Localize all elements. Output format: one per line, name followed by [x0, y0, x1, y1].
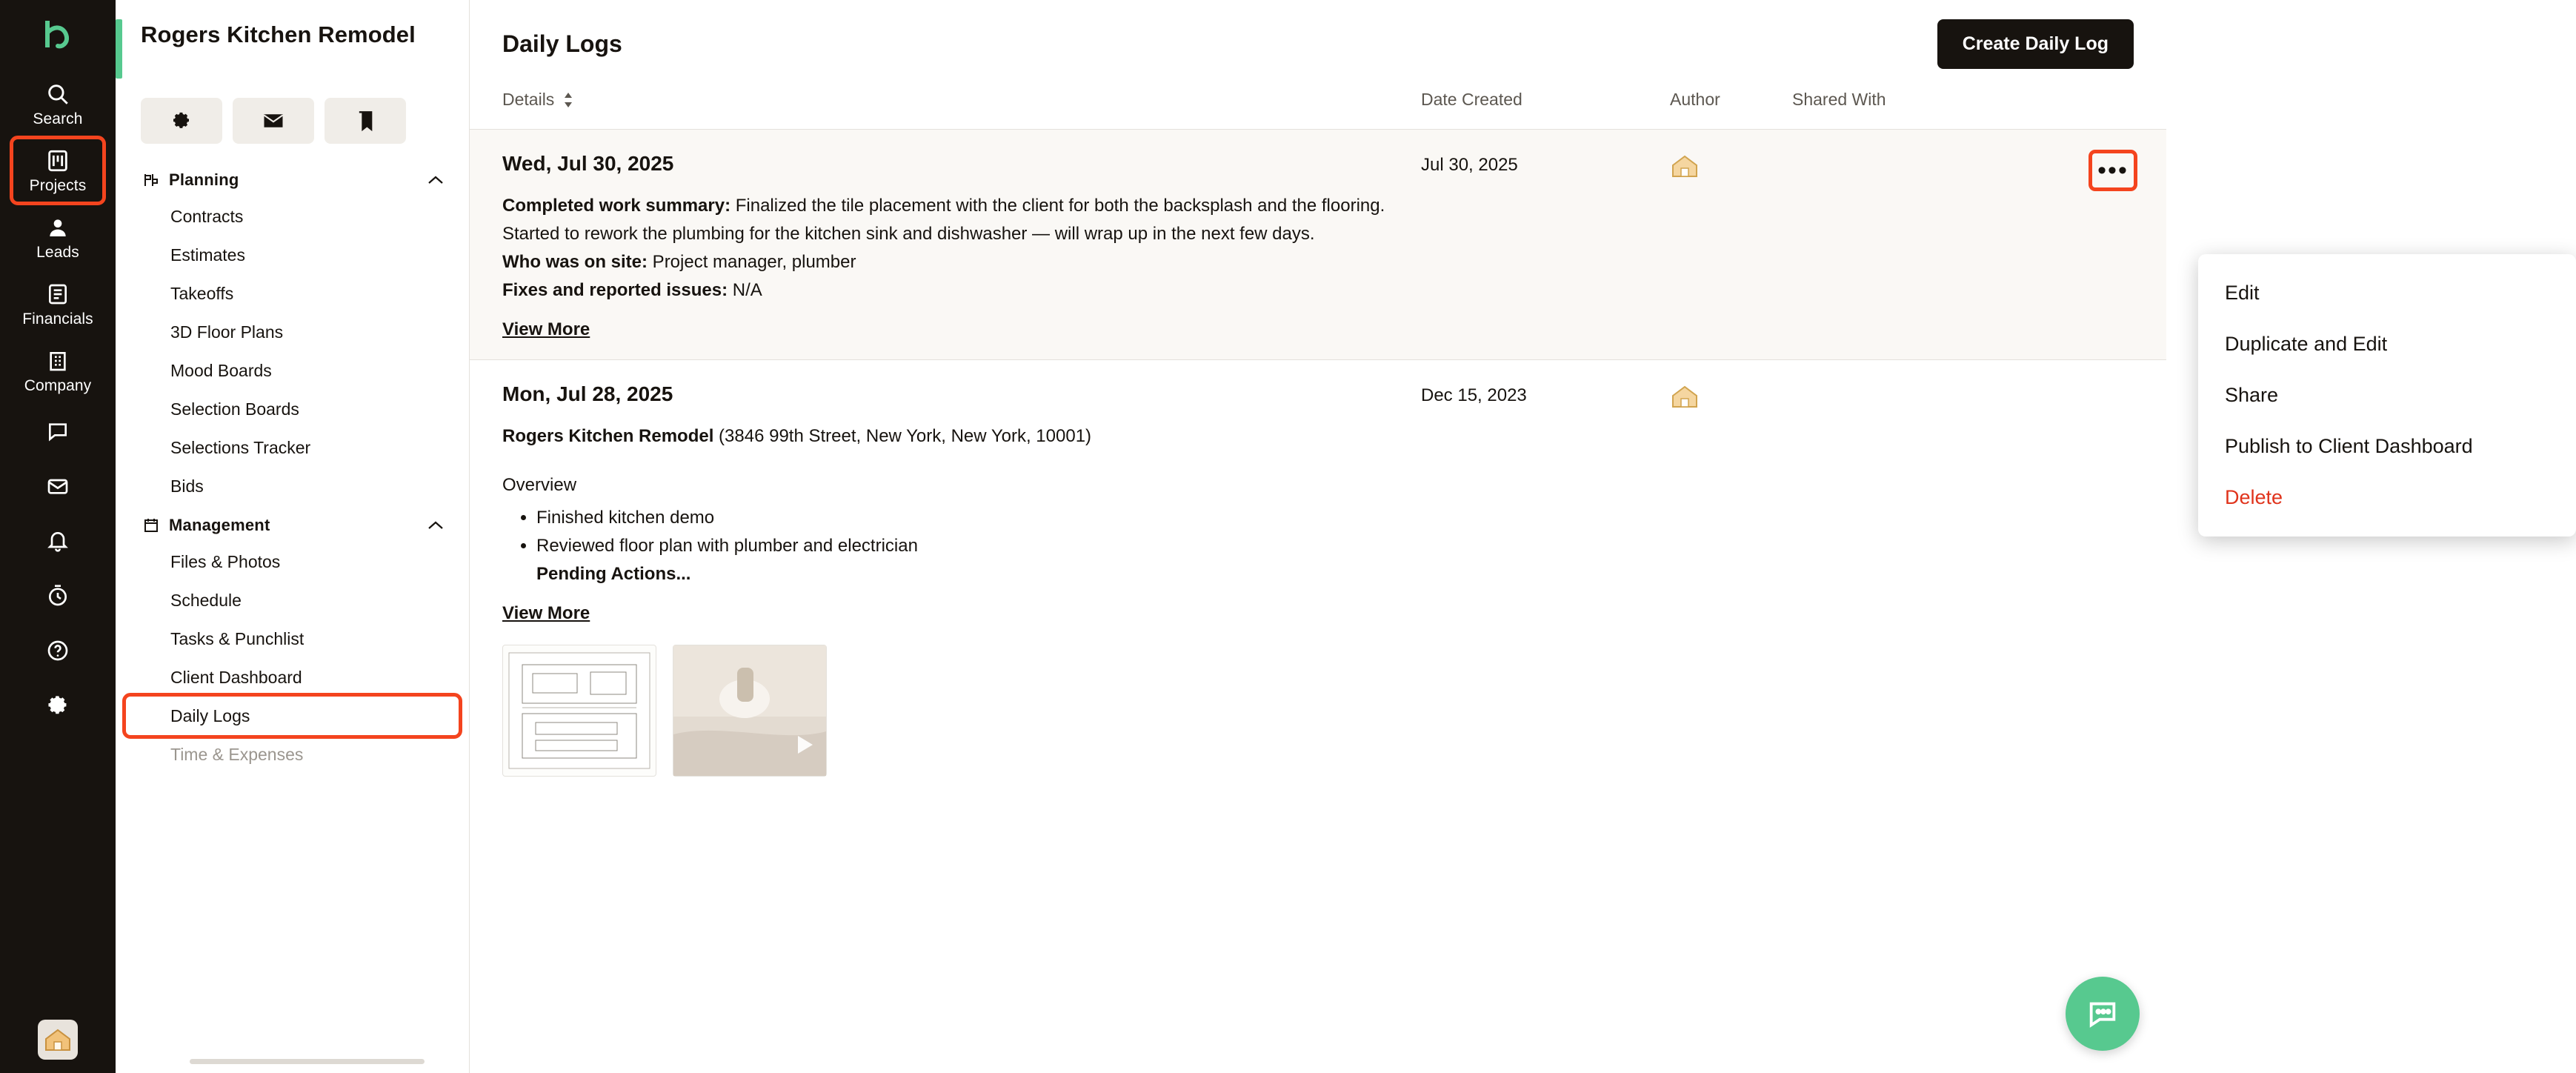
- menu-item-duplicate-and-edit[interactable]: Duplicate and Edit: [2225, 333, 2388, 355]
- daily-log-author: [1670, 152, 1792, 340]
- menu-item-delete[interactable]: Delete: [2225, 486, 2283, 508]
- help-icon-button[interactable]: [13, 625, 102, 676]
- create-daily-log-button[interactable]: Create Daily Log: [1937, 19, 2134, 69]
- search-icon: [45, 80, 70, 108]
- management-icon: [141, 517, 162, 534]
- daily-log-details: [502, 382, 1421, 777]
- countertop-photo-thumbnail[interactable]: [673, 645, 827, 777]
- sidebar-item-leads[interactable]: [13, 206, 102, 268]
- project-address-line: [502, 422, 1421, 451]
- who-was-on-site-label: Who was on site:: [502, 252, 648, 272]
- timer-icon: [46, 581, 70, 611]
- company-icon: [46, 347, 70, 375]
- menu-item-share[interactable]: Share: [2225, 384, 2279, 406]
- sidebar-item-takeoffs[interactable]: Takeoffs: [170, 284, 234, 303]
- chat-bubble-icon: [2086, 997, 2120, 1031]
- sidebar-item-time-expenses[interactable]: Time & Expenses: [170, 745, 304, 764]
- project-action-buttons: [116, 98, 469, 144]
- project-settings-button[interactable]: [141, 98, 222, 144]
- sidebar-scrollbar[interactable]: [190, 1059, 425, 1064]
- time-clock-icon-button[interactable]: [13, 571, 102, 621]
- daily-log-shared-with: [1792, 152, 2134, 340]
- project-address-text: (3846 99th Street, New York, New York, 10001): [713, 426, 1092, 446]
- sidebar-section-label: Planning: [169, 170, 239, 189]
- sidebar-item-bids[interactable]: Bids: [170, 476, 204, 496]
- planning-icon: [141, 172, 162, 188]
- envelope-icon: [262, 111, 284, 130]
- floor-plan-thumbnail[interactable]: [502, 645, 656, 777]
- list-item: • Reviewed floor plan with plumber and electrician: [536, 532, 1421, 560]
- house-avatar-icon: [1670, 153, 1700, 340]
- column-header-date-created[interactable]: Date Created: [1421, 90, 1522, 109]
- leads-icon: [46, 213, 70, 242]
- project-messages-button[interactable]: [233, 98, 314, 144]
- attachment-thumbnails: [502, 645, 1421, 777]
- daily-log-details: [502, 152, 1421, 340]
- menu-item-publish-to-client-dashboard[interactable]: Publish to Client Dashboard: [2225, 435, 2473, 457]
- table-header-row: [470, 82, 2166, 130]
- notifications-icon-button[interactable]: [13, 516, 102, 566]
- page-project-title: Rogers Kitchen Remodel: [141, 21, 416, 47]
- daily-log-shared-with: [1792, 382, 2134, 777]
- rail-bottom: [0, 1015, 116, 1073]
- page-header: [470, 0, 2166, 82]
- column-header-details[interactable]: [502, 90, 1421, 110]
- daily-log-title: Mon, Jul 28, 2025: [502, 382, 673, 405]
- sidebar-item-schedule[interactable]: Schedule: [170, 591, 242, 610]
- chevron-up-icon[interactable]: [427, 175, 444, 185]
- sidebar-item-selection-boards[interactable]: Selection Boards: [170, 399, 299, 419]
- table-row[interactable]: [470, 360, 2166, 796]
- sidebar-item-financials[interactable]: [13, 273, 102, 335]
- pending-actions-label: Pending Actions...: [536, 564, 691, 584]
- chevron-up-icon[interactable]: [427, 520, 444, 531]
- column-header-shared-with[interactable]: Shared With: [1792, 90, 1886, 109]
- sidebar-item-files-photos[interactable]: Files & Photos: [170, 552, 281, 571]
- gear-icon: [171, 110, 192, 131]
- page-title: Daily Logs: [502, 30, 622, 57]
- sidebar-item-label: Search: [33, 110, 83, 127]
- chat-icon: [46, 416, 70, 446]
- project-notes-button[interactable]: [325, 98, 406, 144]
- sidebar-item-projects[interactable]: [13, 139, 102, 202]
- buildertrend-logo-icon[interactable]: [37, 13, 79, 55]
- avatar[interactable]: [38, 1020, 78, 1060]
- mail-icon-button[interactable]: [13, 461, 102, 511]
- completed-work-summary-text: Finalized the tile placement with the client for both the backsplash and the flooring. Started to rework the plumbing for the kitchen sink and dishwasher — will wrap up in the next few days.: [502, 196, 1385, 244]
- overview-bullet-list: [502, 504, 1421, 560]
- sort-arrows-icon[interactable]: [562, 91, 575, 109]
- sidebar-item-selections-tracker[interactable]: Selections Tracker: [170, 438, 311, 457]
- list-item: • Finished kitchen demo: [536, 504, 1421, 532]
- project-sidebar: [116, 0, 470, 1073]
- main-content: [470, 0, 2473, 1073]
- bell-icon: [46, 526, 70, 556]
- completed-work-summary-line: [502, 192, 1421, 248]
- chat-icon-button[interactable]: [13, 406, 102, 456]
- financials-icon: [46, 280, 70, 308]
- projects-icon: [45, 147, 70, 175]
- who-was-on-site-text: Project manager, plumber: [648, 252, 856, 272]
- sidebar-item-3d-floor-plans[interactable]: 3D Floor Plans: [170, 322, 284, 342]
- fixes-issues-label: Fixes and reported issues:: [502, 280, 728, 300]
- help-icon: [46, 636, 70, 665]
- sidebar-item-estimates[interactable]: Estimates: [170, 245, 245, 265]
- project-title-block: [116, 19, 469, 79]
- fixes-issues-text: N/A: [728, 280, 762, 300]
- sidebar-section-planning[interactable]: [116, 160, 469, 197]
- who-was-on-site-line: [502, 248, 1421, 276]
- house-avatar-icon: [1670, 384, 1700, 777]
- daily-log-author: [1670, 382, 1792, 777]
- daily-log-title: Wed, Jul 30, 2025: [502, 152, 674, 175]
- global-nav-rail: [0, 0, 116, 1073]
- mail-icon: [46, 471, 70, 501]
- daily-log-date-created: Dec 15, 2023: [1421, 385, 1527, 405]
- menu-item-edit[interactable]: Edit: [2225, 282, 2260, 304]
- note-icon: [356, 110, 375, 131]
- ellipsis-icon: •••: [2097, 156, 2129, 185]
- project-accent-bar: [116, 19, 122, 79]
- column-header-author[interactable]: Author: [1670, 90, 1720, 109]
- sidebar-item-client-dashboard[interactable]: Client Dashboard: [170, 668, 302, 687]
- sidebar-item-tasks-punchlist[interactable]: Tasks & Punchlist: [170, 629, 304, 648]
- chat-support-button[interactable]: [2066, 977, 2140, 1051]
- fixes-issues-line: [502, 276, 1421, 305]
- sidebar-item-daily-logs[interactable]: Daily Logs: [126, 697, 459, 735]
- sidebar-section-management[interactable]: [116, 505, 469, 542]
- column-header-details-label: Details: [502, 90, 555, 109]
- project-name-label: Rogers Kitchen Remodel: [502, 426, 714, 446]
- sidebar-item-contracts[interactable]: Contracts: [170, 207, 244, 226]
- sidebar-item-label: Leads: [36, 244, 79, 261]
- daily-log-date-created: Jul 30, 2025: [1421, 155, 1518, 175]
- daily-log-body: [502, 422, 1421, 588]
- sidebar-item-label: Financials: [22, 310, 93, 328]
- sidebar-item-label: Projects: [29, 177, 87, 194]
- sidebar-section-label: Management: [169, 516, 270, 534]
- view-more-link[interactable]: View More: [502, 603, 590, 623]
- sidebar-item-label: Company: [24, 377, 92, 394]
- settings-gear-icon: [46, 691, 70, 720]
- play-icon: [798, 736, 813, 754]
- overview-label: Overview: [502, 475, 577, 495]
- sidebar-item-search[interactable]: [13, 73, 102, 135]
- row-actions-menu-button[interactable]: [2092, 153, 2134, 187]
- sidebar-item-company[interactable]: [13, 339, 102, 402]
- view-more-link[interactable]: View More: [502, 319, 590, 339]
- daily-log-body: [502, 192, 1421, 305]
- settings-icon-button[interactable]: [13, 680, 102, 731]
- row-actions-context-menu: [2198, 254, 2576, 536]
- completed-work-summary-label: Completed work summary:: [502, 196, 731, 216]
- sidebar-item-mood-boards[interactable]: Mood Boards: [170, 361, 272, 380]
- table-row[interactable]: [470, 130, 2166, 360]
